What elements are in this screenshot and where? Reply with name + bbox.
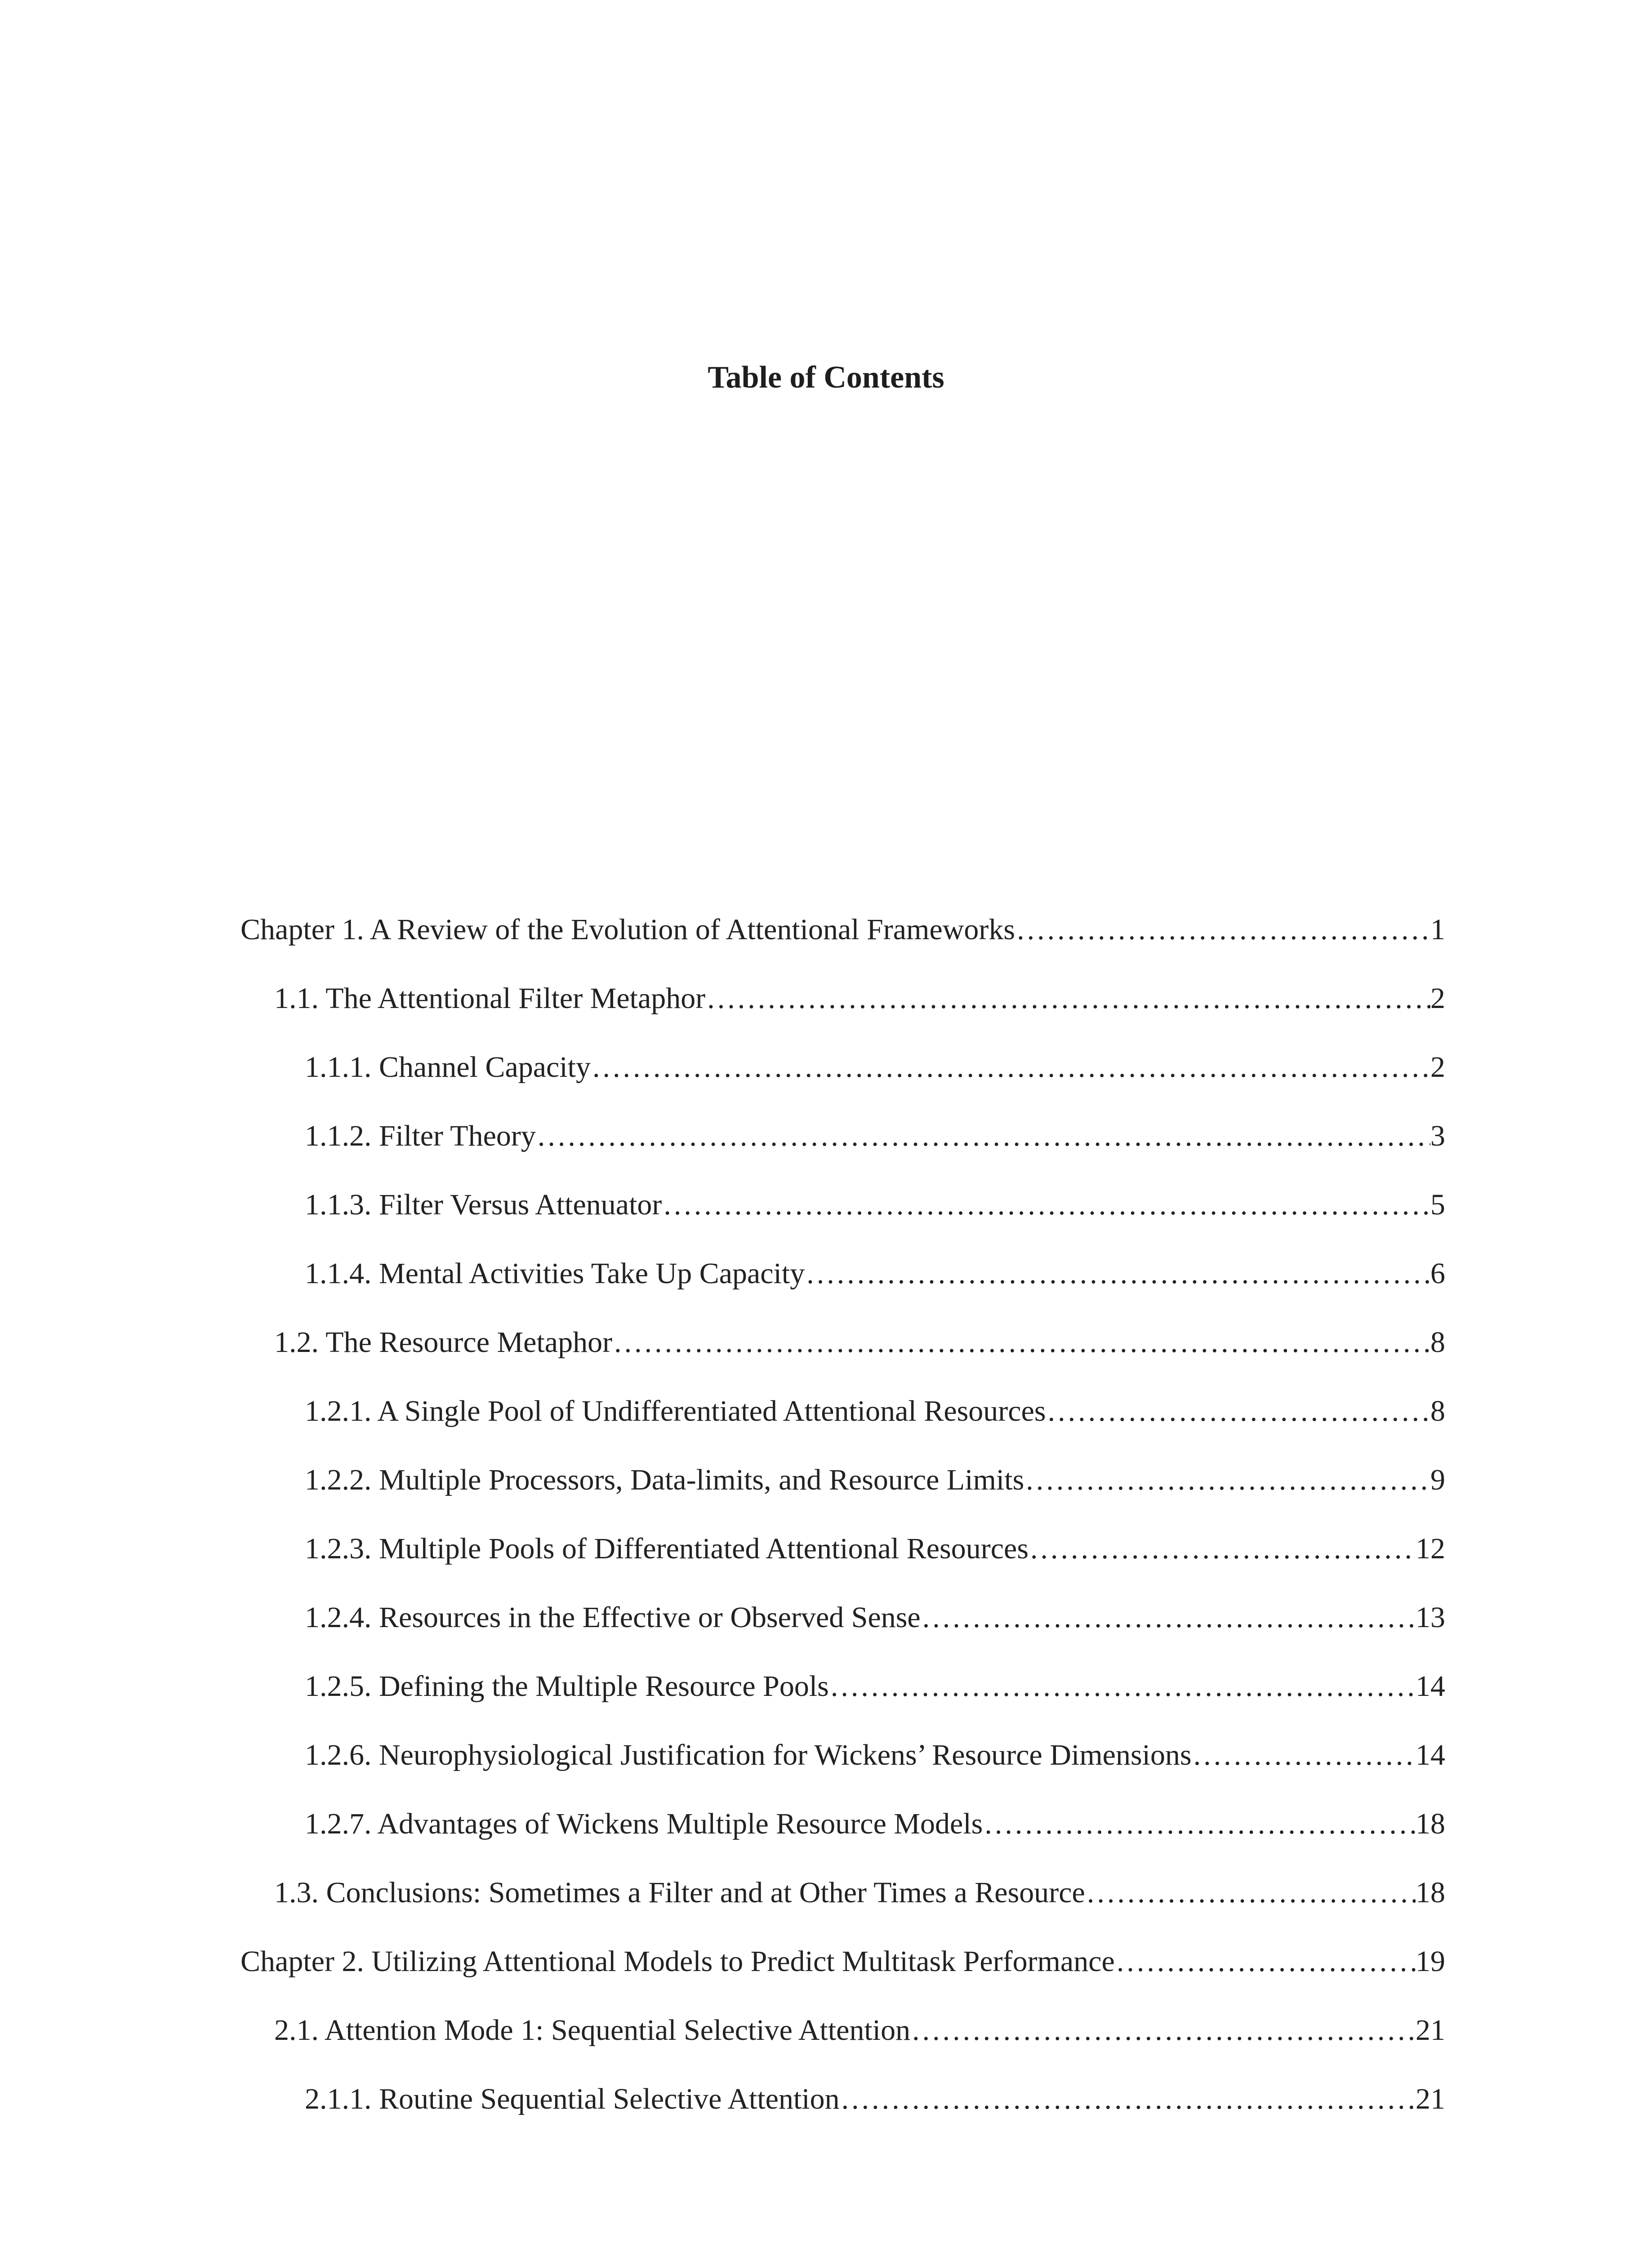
toc-dot-leader: [707, 976, 1430, 1021]
toc-entry-title: 1.1.1. Channel Capacity: [305, 1051, 591, 1084]
toc-entry[interactable]: [240, 1778, 1445, 1847]
toc-dot-leader: [592, 1045, 1430, 1090]
toc-entry[interactable]: [240, 1709, 1445, 1778]
toc-dot-leader: [663, 1182, 1430, 1227]
toc-page-number: 14: [1416, 1739, 1445, 1771]
toc-dot-leader: [1193, 1733, 1416, 1778]
toc-entry[interactable]: [240, 1296, 1445, 1365]
toc-entry[interactable]: [240, 1503, 1445, 1571]
toc-page-number: 21: [1416, 2014, 1445, 2047]
toc-entry[interactable]: [240, 1984, 1445, 2053]
toc-entry-title: 1.2.4. Resources in the Effective or Observed Sense: [305, 1601, 921, 1634]
toc-page-number: 18: [1416, 1876, 1445, 1909]
toc-entry-title: 2.1.1. Routine Sequential Selective Attention: [305, 2083, 840, 2115]
toc-entry-title: 1.2.3. Multiple Pools of Differentiated Attentional Resources: [305, 1532, 1029, 1565]
toc-entry-title: 1.1.3. Filter Versus Attenuator: [305, 1188, 662, 1221]
toc-entry[interactable]: [240, 1640, 1445, 1709]
toc-entry[interactable]: [240, 1159, 1445, 1227]
toc-entry-title: 2.1. Attention Mode 1: Sequential Selective Attention: [274, 2014, 911, 2047]
toc-dot-leader: [984, 1802, 1416, 1847]
toc-page-number: 18: [1416, 1807, 1445, 1840]
toc-entry-title: Chapter 1. A Review of the Evolution of Attentional Frameworks: [240, 913, 1015, 946]
toc-dot-leader: [1048, 1389, 1430, 1434]
toc-entry-title: 1.2.5. Defining the Multiple Resource Pools: [305, 1670, 829, 1703]
toc-page-number: 13: [1416, 1601, 1445, 1634]
toc-dot-leader: [1117, 1939, 1416, 1984]
toc-page-number: 6: [1430, 1257, 1445, 1290]
toc-page-number: 3: [1430, 1120, 1445, 1152]
toc-page-number: 8: [1430, 1395, 1445, 1427]
toc-dot-leader: [538, 1114, 1430, 1159]
toc-entry-title: 1.2.6. Neurophysiological Justification for Wickens’ Resource Dimensions: [305, 1739, 1192, 1771]
toc-entry-title: 1.2. The Resource Metaphor: [274, 1326, 613, 1359]
toc-dot-leader: [1026, 1458, 1430, 1503]
toc-dot-leader: [912, 2008, 1416, 2053]
toc-page-number: 8: [1430, 1326, 1445, 1359]
toc-page-number: 14: [1416, 1670, 1445, 1703]
toc-page-number: 19: [1416, 1945, 1445, 1978]
toc-dot-leader: [614, 1320, 1430, 1365]
toc-entry-title: 1.1.2. Filter Theory: [305, 1120, 536, 1152]
toc-list: [240, 883, 1445, 2122]
toc-entry[interactable]: [240, 952, 1445, 1021]
toc-entry[interactable]: [240, 1365, 1445, 1434]
toc-entry[interactable]: [240, 1021, 1445, 1090]
toc-page-number: 2: [1430, 1051, 1445, 1084]
toc-dot-leader: [806, 1251, 1430, 1296]
toc-page-number: 5: [1430, 1188, 1445, 1221]
toc-entry[interactable]: [240, 1571, 1445, 1640]
toc-page-number: 9: [1430, 1463, 1445, 1496]
toc-entry-title: 1.1.4. Mental Activities Take Up Capacity: [305, 1257, 805, 1290]
toc-entry-title: 1.1. The Attentional Filter Metaphor: [274, 982, 706, 1015]
toc-entry-title: 1.2.1. A Single Pool of Undifferentiated Attentional Resources: [305, 1395, 1046, 1427]
toc-page-number: 1: [1430, 913, 1445, 946]
toc-dot-leader: [922, 1595, 1416, 1640]
toc-entry-title: 1.3. Conclusions: Sometimes a Filter and at Other Times a Resource: [274, 1876, 1085, 1909]
toc-entry[interactable]: [240, 1090, 1445, 1159]
toc-entry-title: 1.2.7. Advantages of Wickens Multiple Resource Models: [305, 1807, 983, 1840]
toc-dot-leader: [1087, 1870, 1416, 1915]
toc-entry[interactable]: [240, 1847, 1445, 1915]
toc-entry[interactable]: [240, 1915, 1445, 1984]
toc-entry[interactable]: [240, 2053, 1445, 2122]
toc-dot-leader: [1030, 1526, 1416, 1571]
toc-entry-title: 1.2.2. Multiple Processors, Data-limits, and Resource Limits: [305, 1463, 1024, 1496]
toc-dot-leader: [1017, 907, 1430, 952]
toc-entry[interactable]: [240, 1227, 1445, 1296]
toc-entry[interactable]: [240, 1434, 1445, 1503]
toc-entry-title: Chapter 2. Utilizing Attentional Models to Predict Multitask Performance: [240, 1945, 1115, 1978]
toc-dot-leader: [831, 1664, 1416, 1709]
toc-page-number: 21: [1416, 2083, 1445, 2115]
toc-page-number: 12: [1416, 1532, 1445, 1565]
toc-entry[interactable]: [240, 883, 1445, 952]
toc-dot-leader: [842, 2077, 1416, 2122]
page-title: Table of Contents: [708, 360, 944, 395]
toc-page-number: 2: [1430, 982, 1445, 1015]
